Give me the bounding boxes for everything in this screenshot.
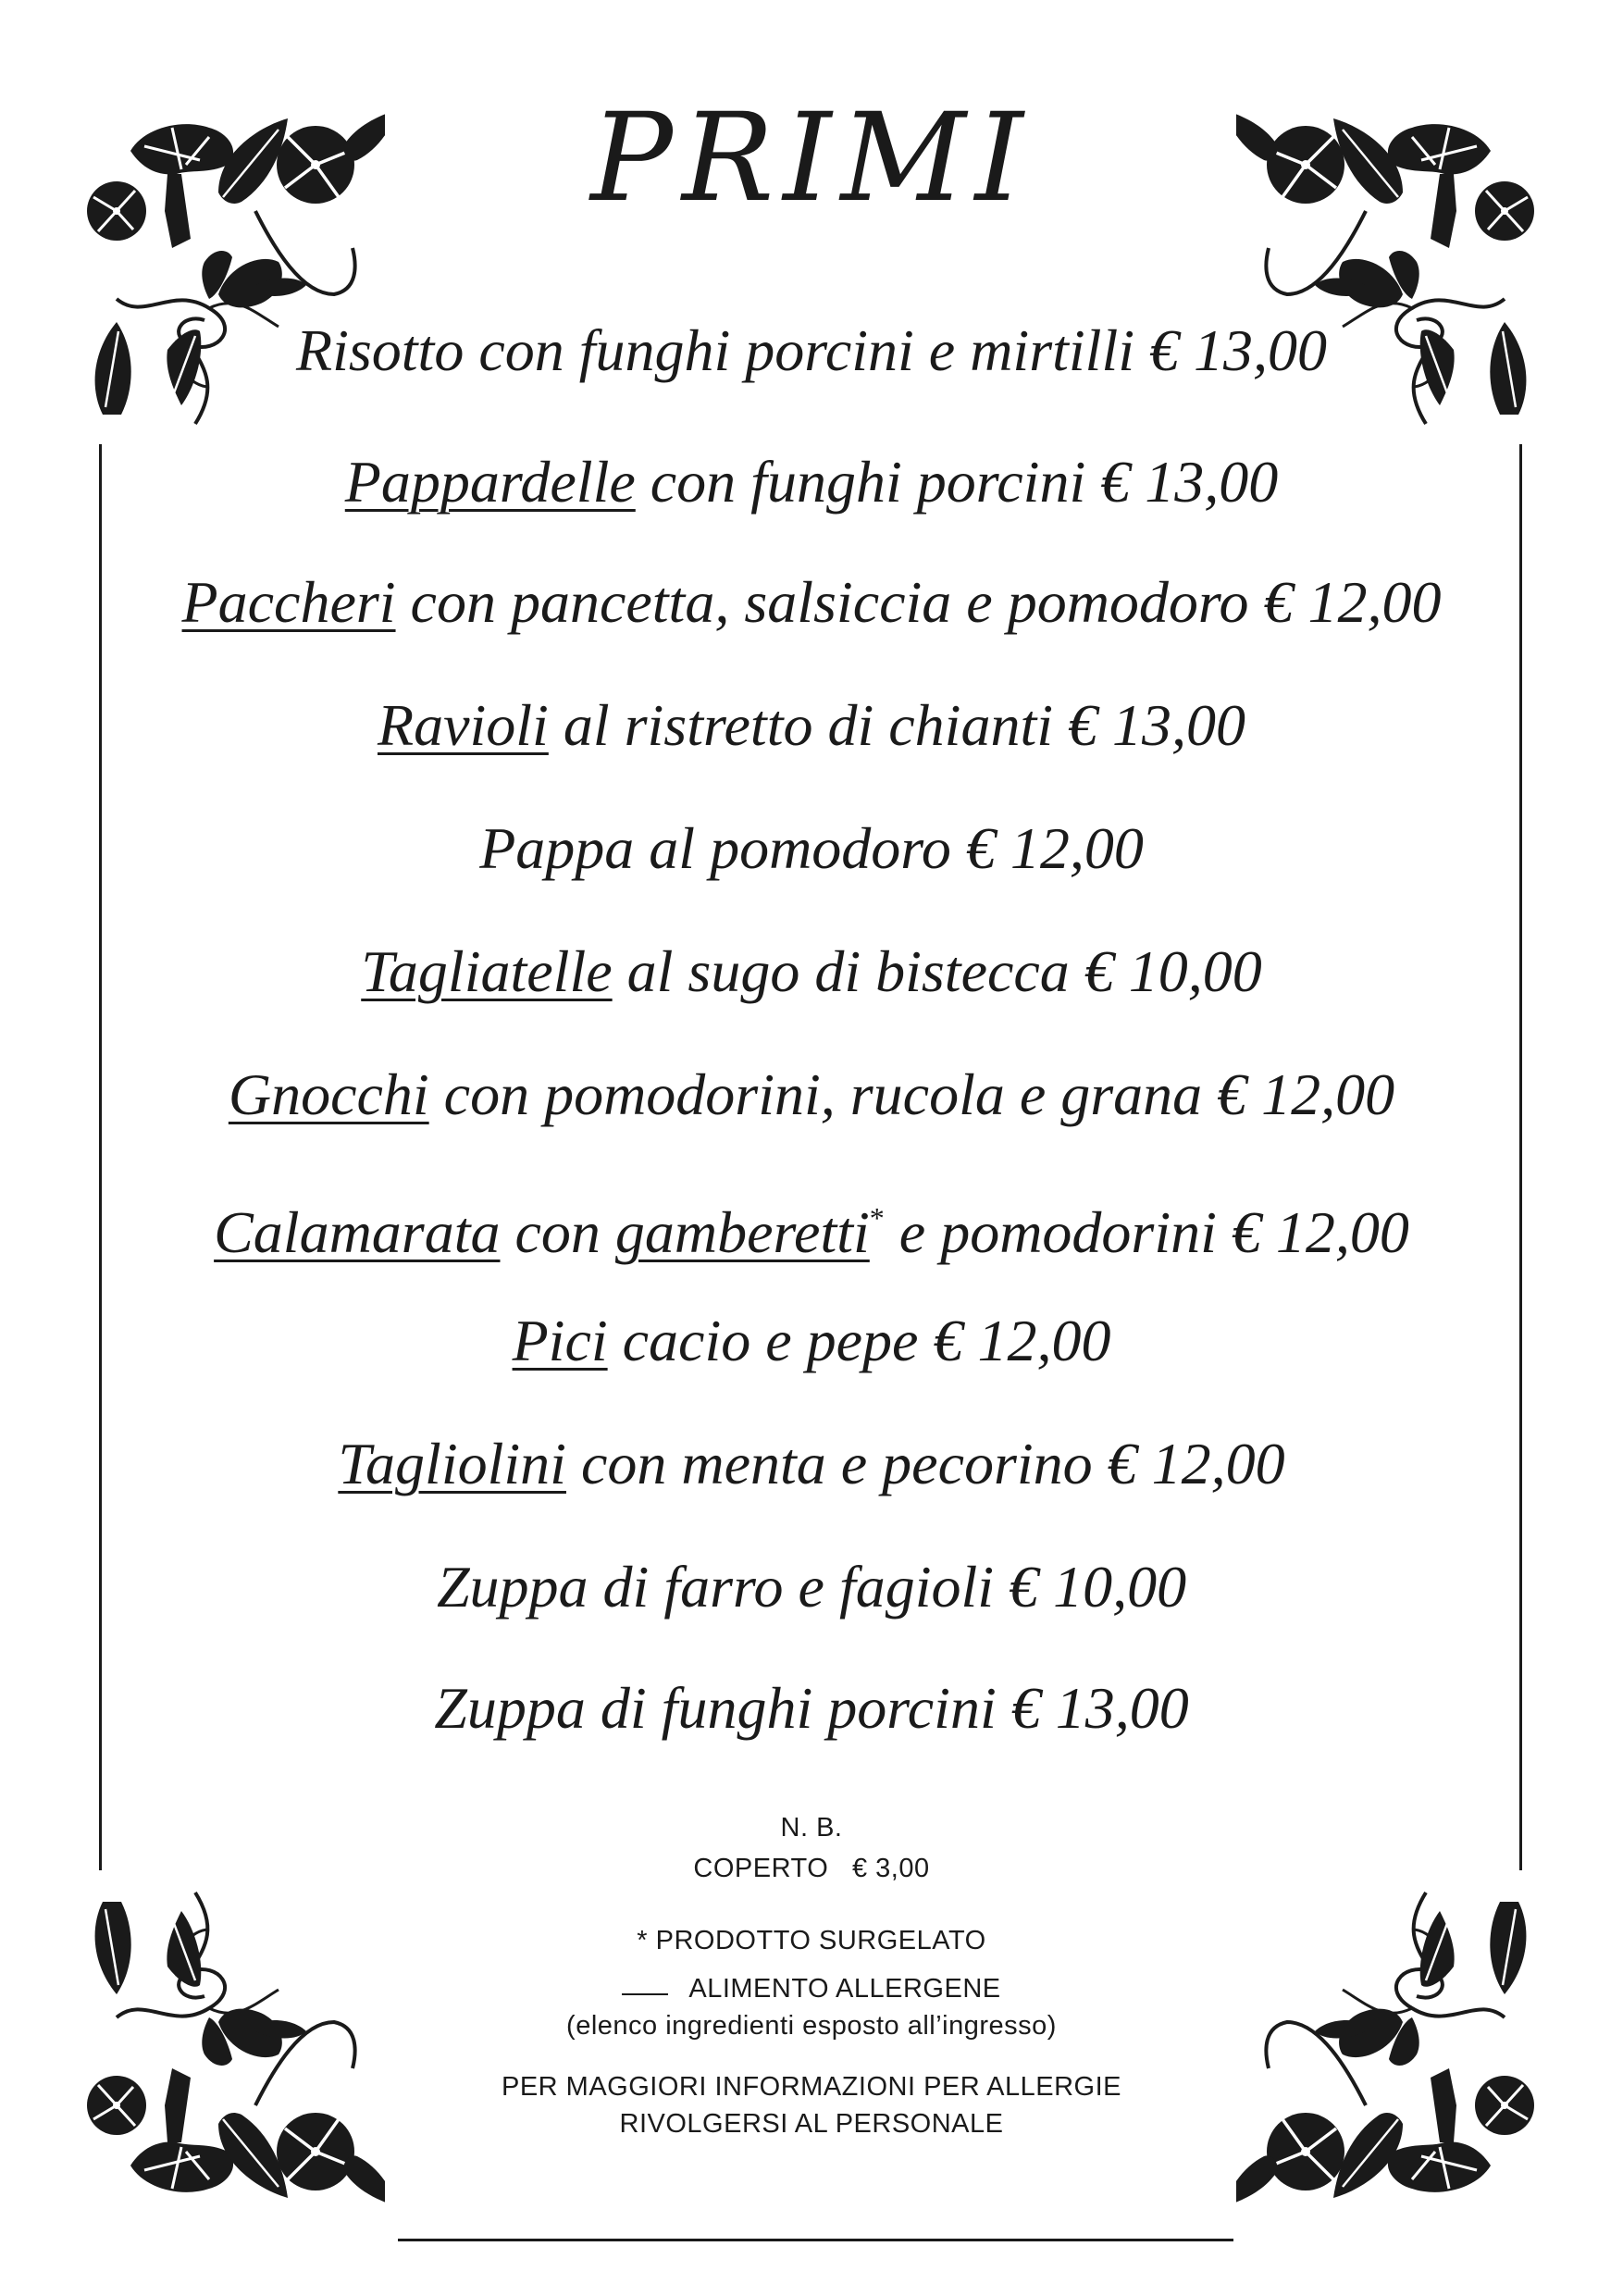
dish-name-underlined: Ravioli (377, 692, 549, 758)
note-cover-charge: COPERTO € 3,00 (693, 1854, 930, 1883)
dish-price: € 13,00 (1068, 692, 1246, 758)
dish-price: € 13,00 (1100, 449, 1279, 515)
dish-price: € 12,00 (1107, 1431, 1285, 1496)
dish-description: con pomodorini, rucola e grana (428, 1061, 1218, 1127)
page-title: PRIMI (590, 87, 1033, 230)
dish-name-underlined-2: gamberetti (614, 1199, 870, 1265)
dish-name-underlined: Tagliolini (338, 1431, 566, 1496)
dish-description: al ristretto di chianti (548, 692, 1069, 758)
dish-description: cacio e pepe (607, 1308, 919, 1373)
dish-price: € 12,00 (1231, 1199, 1409, 1265)
note-frozen-product: * PRODOTTO SURGELATO (637, 1926, 986, 1955)
dish-price: € 12,00 (965, 815, 1144, 881)
dish-price: € 13,00 (1149, 317, 1328, 383)
dish-description: Zuppa di funghi porcini (434, 1675, 997, 1741)
dish-description: Pappa al pomodoro (479, 815, 951, 881)
dish-price: € 12,00 (1217, 1061, 1395, 1127)
menu-item (0, 1058, 1623, 1132)
dish-description: e pomodorini (884, 1199, 1232, 1265)
menu-item (0, 1550, 1623, 1624)
menu-item (0, 1304, 1623, 1378)
allergen-underline-mark (622, 1993, 668, 1995)
menu-item (0, 935, 1623, 1009)
note-allergen-label: ALIMENTO ALLERGENE (688, 1974, 1001, 2004)
dish-description: Risotto con funghi porcini e mirtilli (295, 317, 1135, 383)
frozen-mark: * (869, 1201, 885, 1235)
note-info-line-2: RIVOLGERSI AL PERSONALE (619, 2109, 1004, 2139)
dish-price: € 12,00 (933, 1308, 1111, 1373)
dish-description: con menta e pecorino (565, 1431, 1108, 1496)
menu-item (0, 445, 1623, 519)
menu-item (0, 812, 1623, 886)
note-info-line-1: PER MAGGIORI INFORMAZIONI PER ALLERGIE (502, 2072, 1121, 2102)
border-right (1519, 444, 1522, 1870)
menu-item (0, 565, 1623, 639)
dish-name-underlined: Calamarata (214, 1199, 501, 1265)
note-allergen (0, 1970, 1623, 2007)
dish-description: Zuppa di farro e fagioli (436, 1554, 1010, 1620)
dish-description: al sugo di bistecca (612, 938, 1084, 1004)
note-nb: N. B. (780, 1813, 843, 1843)
dish-price: € 10,00 (1084, 938, 1262, 1004)
dish-connector: con (500, 1199, 615, 1265)
dish-price: € 10,00 (1009, 1554, 1187, 1620)
dish-name-underlined: Pappardelle (344, 449, 636, 515)
dish-price: € 13,00 (1010, 1675, 1189, 1741)
menu-item (0, 314, 1623, 388)
note-allergen-detail: (elenco ingredienti esposto all’ingresso) (566, 2011, 1057, 2041)
dish-description: con funghi porcini (635, 449, 1086, 515)
menu-item (0, 689, 1623, 763)
menu-item (0, 1671, 1623, 1745)
dish-name-underlined: Paccheri (181, 569, 396, 635)
dish-name-underlined: Tagliatelle (361, 938, 613, 1004)
menu-item (0, 1181, 1623, 1270)
border-bottom (398, 2239, 1233, 2241)
dish-name-underlined: Pici (512, 1308, 608, 1373)
menu-item (0, 1427, 1623, 1501)
dish-price: € 12,00 (1263, 569, 1442, 635)
dish-name-underlined: Gnocchi (228, 1061, 429, 1127)
dish-description: con pancetta, salsiccia e pomodoro (395, 569, 1264, 635)
